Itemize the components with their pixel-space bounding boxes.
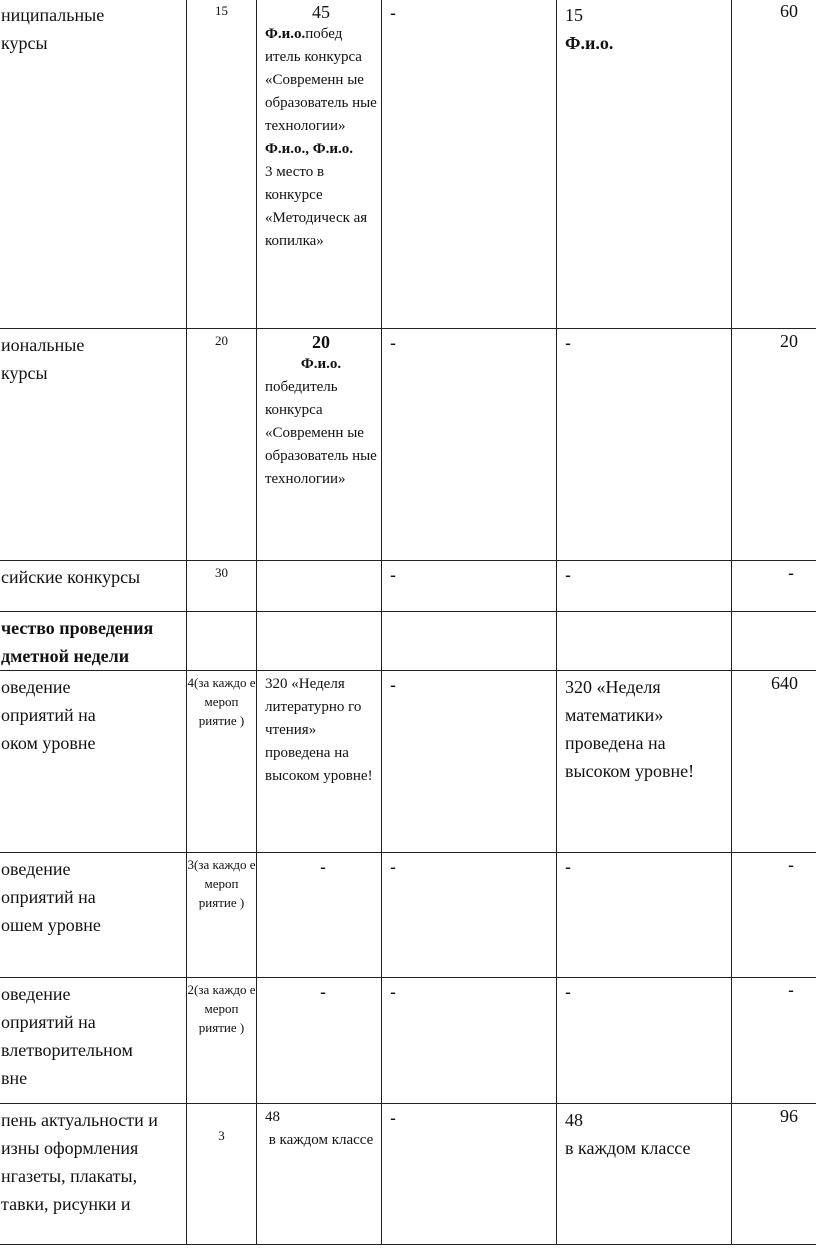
table-row (0, 612, 816, 671)
class-b-cell: - (382, 671, 557, 853)
table-row (0, 0, 816, 329)
total-cell: 96 (732, 1104, 816, 1245)
total-cell: 60 (732, 0, 816, 329)
table-row (0, 1104, 816, 1245)
class-a-cell (257, 561, 382, 612)
points-cell: 2(за каждо е мероп риятие ) (187, 978, 257, 1104)
class-b-cell: - (382, 329, 557, 561)
total-cell: - (732, 853, 816, 978)
empty-cell (557, 612, 732, 671)
total-cell: - (732, 978, 816, 1104)
table-row (0, 329, 816, 561)
criterion-cell: оведение оприятий на оком уровне (0, 671, 187, 853)
total-cell: - (732, 561, 816, 612)
class-b-cell: - (382, 853, 557, 978)
criterion-cell: оведение оприятий на влетворительном вне (0, 978, 187, 1104)
total-cell: 20 (732, 329, 816, 561)
points-cell: 30 (187, 561, 257, 612)
class-b-cell: - (382, 0, 557, 329)
class-c-cell: - (557, 853, 732, 978)
class-a-cell: 45 Ф.и.о.побед итель конкурса «Современн ые образователь ные технологии» Ф.и.о., Ф.и.о. 3 место в конкурсе «Методическ ая копилка» (257, 0, 382, 329)
points-cell: 3(за каждо е мероп риятие ) (187, 853, 257, 978)
table-row (0, 978, 816, 1104)
empty-cell (382, 612, 557, 671)
criterion-cell: оведение оприятий на ошем уровне (0, 853, 187, 978)
section-heading-cell: чество проведения дметной недели (0, 612, 187, 671)
class-c-cell: - (557, 329, 732, 561)
points-cell: 20 (187, 329, 257, 561)
total-cell: 640 (732, 671, 816, 853)
class-a-cell: 20 Ф.и.о. победитель конкурса «Современн ые образователь ные технологии» (257, 329, 382, 561)
points-cell: 3 (187, 1104, 257, 1245)
class-c-cell: 48 в каждом классе (557, 1104, 732, 1245)
class-b-cell: - (382, 1104, 557, 1245)
points-cell: 4(за каждо е мероп риятие ) (187, 671, 257, 853)
empty-cell (187, 612, 257, 671)
class-c-cell: - (557, 978, 732, 1104)
points-cell: 15 (187, 0, 257, 329)
class-b-cell: - (382, 561, 557, 612)
table-row (0, 561, 816, 612)
class-c-cell: 320 «Неделя математики» проведена на высоком уровне! (557, 671, 732, 853)
empty-cell (732, 612, 816, 671)
class-a-cell: 320 «Неделя литературно го чтения» проведена на высоком уровне! (257, 671, 382, 853)
table-row (0, 853, 816, 978)
empty-cell (257, 612, 382, 671)
criterion-cell: иональные курсы (0, 329, 187, 561)
table-row (0, 671, 816, 853)
class-a-cell: 48 в каждом классе (257, 1104, 382, 1245)
class-c-cell: - (557, 561, 732, 612)
criterion-cell: ниципальные курсы (0, 0, 187, 329)
class-a-cell: - (257, 978, 382, 1104)
criterion-cell: сийские конкурсы (0, 561, 187, 612)
class-b-cell: - (382, 978, 557, 1104)
criterion-cell: пень актуальности и изны оформления нгазеты, плакаты, тавки, рисунки и (0, 1104, 187, 1245)
class-c-cell: 15 Ф.и.о. (557, 0, 732, 329)
class-a-cell: - (257, 853, 382, 978)
